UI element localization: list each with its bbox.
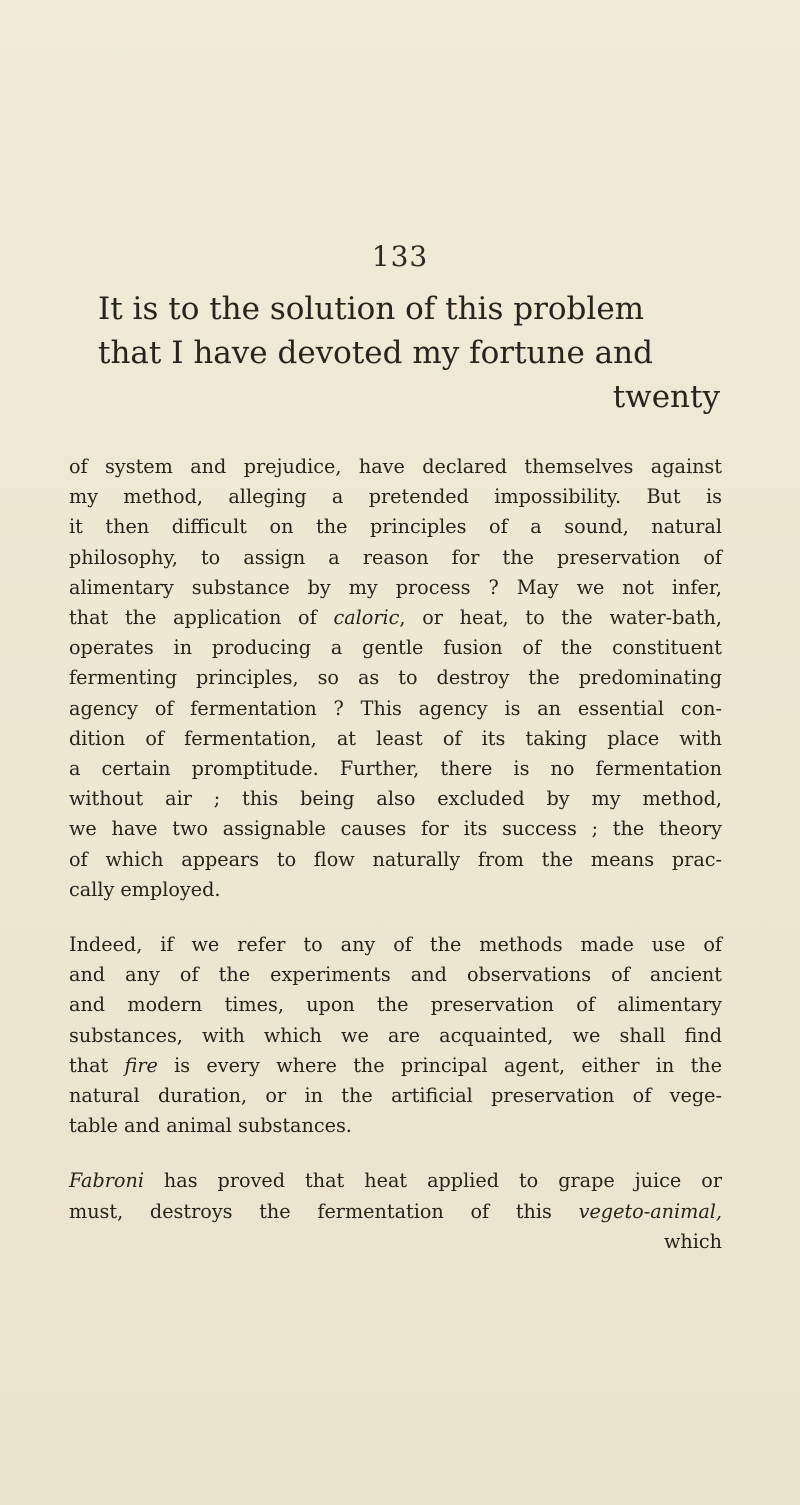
text-line: of which appears to flow naturally from the means prac- (69, 847, 722, 871)
heading-line: It is to the solution of this problem (98, 291, 645, 327)
text-line: table and animal substances. (69, 1114, 352, 1138)
body-text (69, 452, 722, 1282)
text-line: that the application of caloric, or heat, to the water-bath, (69, 606, 722, 630)
text-line: dition of fermentation, at least of its taking place with (69, 726, 722, 750)
text-line: a certain promptitude. Further, there is no fermentation (69, 757, 722, 781)
page-number: 133 (371, 240, 429, 273)
text-line: agency of fermentation ? This agency is an essential con- (69, 696, 722, 720)
text-line: operates in producing a gentle fusion of the constituent (69, 636, 722, 660)
large-type-heading (98, 287, 720, 419)
heading-line: that I have devoted my fortune and (98, 335, 653, 371)
text-line: that fire is every where the principal agent, either in the (69, 1053, 722, 1077)
text-line: without air ; this being also excluded by my method, (69, 787, 722, 811)
text-line: must, destroys the fermentation of this vegeto-animal, (69, 1199, 722, 1223)
text-line: and modern times, upon the preservation of alimentary (69, 993, 722, 1017)
text-line: natural duration, or in the artificial preservation of vege- (69, 1084, 722, 1108)
heading-catchword: twenty (612, 379, 720, 415)
text-line: substances, with which we are acquainted, we shall find (69, 1023, 722, 1047)
text-line: cally employed. (69, 877, 221, 901)
text-line: of system and prejudice, have declared themselves against (69, 455, 722, 478)
text-line: fermenting principles, so as to destroy the predominating (69, 666, 722, 690)
text-line: Indeed, if we refer to any of the methods made use of (69, 933, 722, 957)
paragraph-1 (69, 452, 722, 905)
text-line: philosophy, to assign a reason for the preservation of (69, 545, 722, 569)
text-line: Fabroni has proved that heat applied to grape juice or (69, 1169, 722, 1193)
text-line: it then difficult on the principles of a sound, natural (69, 515, 722, 539)
paragraph-2 (69, 930, 722, 1141)
text-line: my method, alleging a pretended impossibility. But is (69, 485, 722, 509)
text-line: alimentary substance by my process ? May we not infer, (69, 575, 722, 599)
catchword: which (663, 1229, 722, 1253)
paragraph-3 (69, 1166, 722, 1257)
text-line: and any of the experiments and observations of ancient (69, 963, 722, 987)
text-line: we have two assignable causes for its success ; the theory (69, 817, 722, 841)
